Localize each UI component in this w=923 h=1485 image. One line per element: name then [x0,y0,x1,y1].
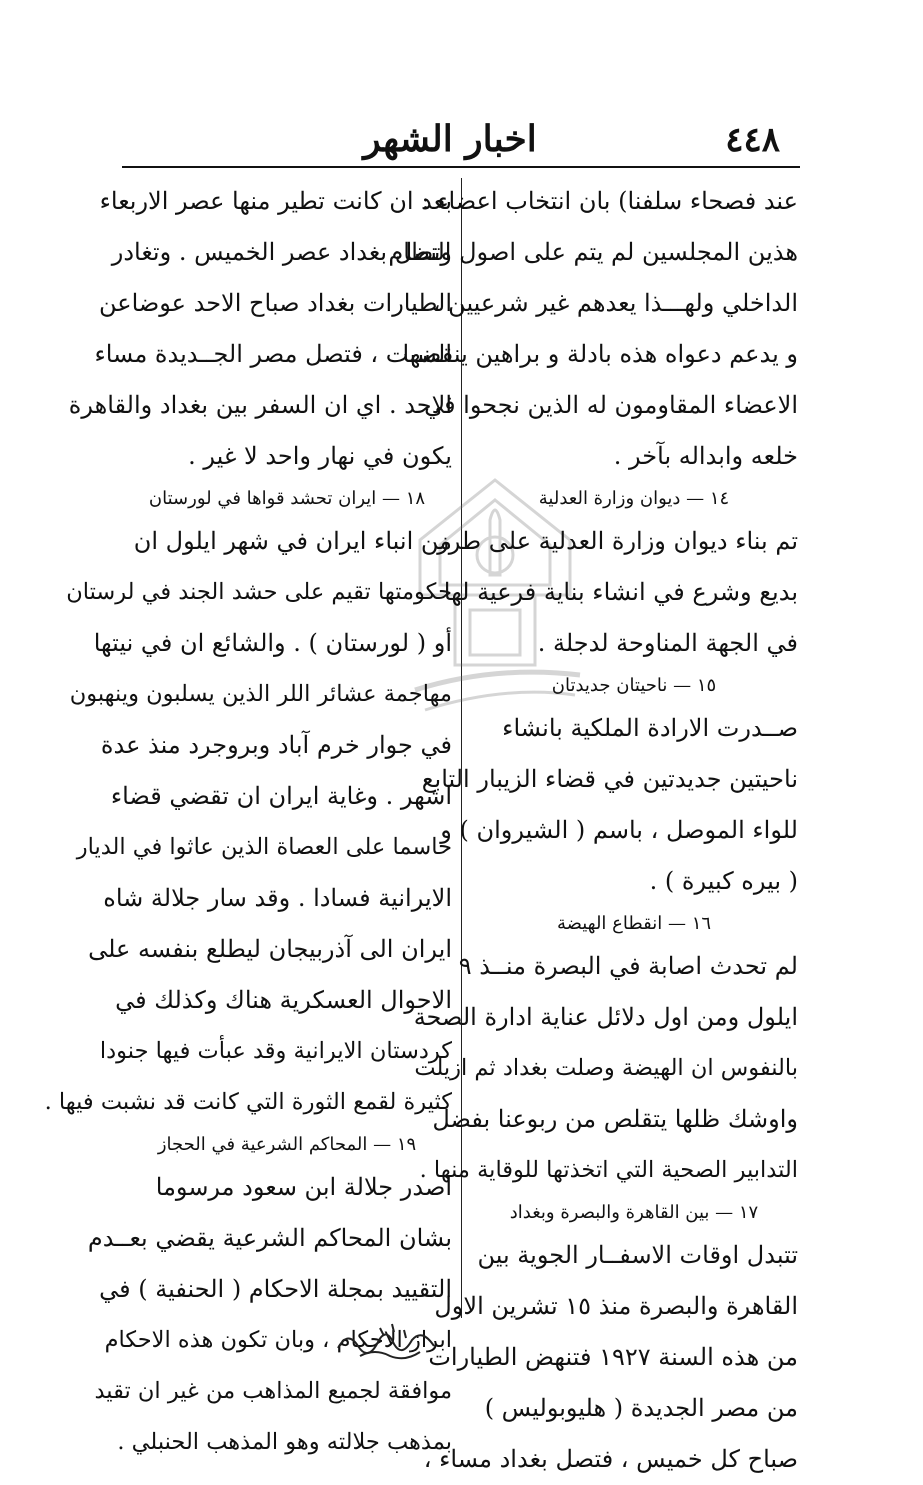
text-line: من هذه السنة ١٩٢٧ فتنهض الطيارات [428,1343,798,1371]
text-line: ابراز الاحكام ، وبان تكون هذه الاحكام [104,1327,452,1353]
text-line: الاحد . اي ان السفر بين بغداد والقاهرة [68,391,452,419]
text-line: مهاجمة عشائر اللر الذين يسلبون وينهبون [69,681,452,707]
text-line: اصدر جلالة ابن سعود مرسوما [155,1173,452,1201]
page-header [120,118,780,166]
text-line: من انباء ايران في شهر ايلول ان [133,527,452,555]
section-heading-14: ١٤ — ديوان وزارة العدلية [538,488,730,509]
text-line: في جوار خرم آباد وبروجرد منذ عدة [100,731,452,759]
section-heading-19: ١٩ — المحاكم الشرعية في الحجاز [157,1134,417,1155]
text-line: التقييد بمجلة الاحكام ( الحنفية ) في [99,1275,452,1303]
text-line: ناحيتين جديدتين في قضاء الزيبار التابع [421,765,798,793]
text-line: و يدعم دعواه هذه بادلة و براهين ينقضها [402,340,798,368]
text-line: بشان المحاكم الشرعية يقضي بعــدم [87,1224,452,1252]
text-line: من مصر الجديدة ( هليوبوليس ) [484,1394,798,1422]
text-line: عند فصحاء سلفنا) بان انتخاب اعضاء : [421,187,798,215]
text-line: موافقة لجميع المذاهب من غير ان تقيد [94,1378,452,1404]
text-line: تم بناء ديوان وزارة العدلية على طرز [437,527,798,555]
text-line: حاسما على العصاة الذين عاثوا في الديار [76,834,452,860]
section-heading-15: ١٥ — ناحيتان جديدتان [551,675,717,696]
text-line: كردستان الايرانية وقد عبأت فيها جنودا [99,1038,452,1064]
text-line: وتصل بغداد عصر الخميس . وتغادر [111,238,452,266]
text-line: الاحوال العسكرية هناك وكذلك في [115,986,452,1014]
text-line: أو ( لورستان ) . والشائع ان في نيتها [93,629,452,657]
text-line: بالنفوس ان الهيضة وصلت بغداد ثم ازيلت [414,1055,798,1081]
section-heading-17: ١٧ — بين القاهرة والبصرة وبغداد [509,1202,759,1223]
section-heading-16: ١٦ — انقطاع الهيضة [556,913,712,934]
text-line: ( بيره كبيرة ) . [649,867,798,895]
text-line: الاعضاء المقاومون له الذين نجحوا في [424,391,798,419]
text-line: للواء الموصل ، باسم ( الشيروان ) و [440,816,798,844]
text-line: الداخلي ولهـــذا يعدهم غير شرعيين ، [432,289,798,317]
text-line: صباح كل خميس ، فتصل بغداد مساء ، [423,1445,798,1473]
text-line: في الجهة المناوحة لدجلة . [537,629,798,657]
left-column [44,176,452,1468]
text-line: لم تحدث اصابة في البصرة منــذ ٩ [458,952,798,980]
text-line: خلعه وابداله بآخر . [613,442,798,470]
text-line: ايلول ومن اول دلائل عناية ادارة الصحة [413,1003,798,1031]
text-line: بديع وشرع في انشاء بناية فرعية لها [443,578,798,606]
text-line: صــدرت الارادة الملكية بانشاء [502,714,798,742]
text-line: هذين المجلسين لم يتم على اصول النظام [388,238,798,266]
text-line: ايران الى آذربيجان ليطلع بنفسه على [88,935,452,963]
text-line: اشهر . وغاية ايران ان تقضي قضاء [110,782,452,810]
text-line: كثيرة لقمع الثورة التي كانت قد نشبت فيها . [44,1089,452,1115]
text-line: واوشك ظلها يتقلص من ربوعنا بفضل [432,1105,798,1133]
right-column [388,176,798,1485]
text-line: حكومتها تقيم على حشد الجند في لرستان [66,579,452,605]
text-line: يكون في نهار واحد لا غير . [188,442,452,470]
text-line: الطيارات بغداد صباح الاحد عوضاعن [98,289,452,317]
page-number: ٤٤٨ [725,120,780,160]
handwritten-signature-icon [330,1318,450,1364]
text-line: القاهرة والبصرة منذ ١٥ تشرين الاول [434,1292,798,1320]
text-line: بعد ان كانت تطير منها عصر الاربعاء [99,187,452,215]
running-title: اخبار الشهر [363,118,537,160]
text-line: الايرانية فسادا . وقد سار جلالة شاه [103,884,452,912]
text-line: التدابير الصحية التي اتخذتها للوقاية منها . [419,1157,798,1183]
section-heading-18: ١٨ — ايران تحشد قواها في لورستان [148,488,426,509]
text-line: تتبدل اوقات الاسفــار الجوية بين [477,1241,798,1269]
header-rule [122,166,800,168]
text-line: بمذهب جلالته وهو المذهب الحنبلي . [117,1429,452,1455]
text-line: السبت ، فتصل مصر الجــديدة مساء [94,340,452,368]
